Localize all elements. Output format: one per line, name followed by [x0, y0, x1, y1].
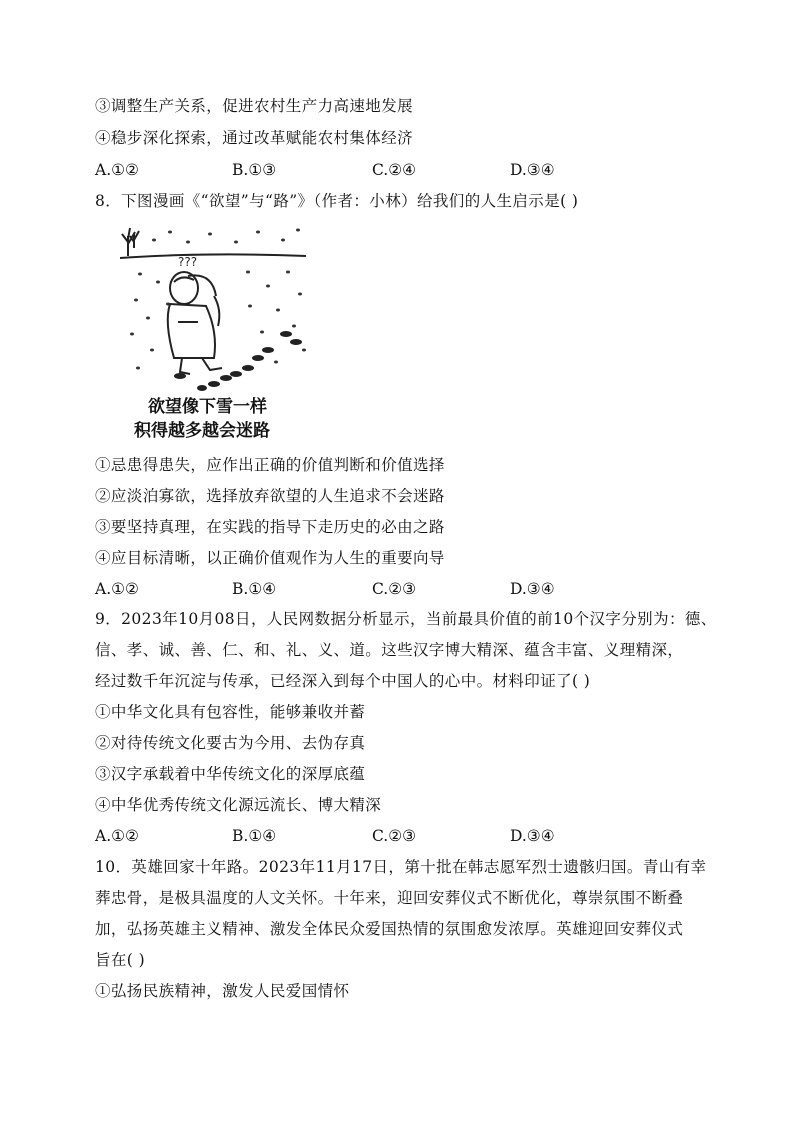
question-marks: ???: [178, 255, 198, 269]
q8-statement-4: ④应目标清晰，以正确价值观作为人生的重要向导: [95, 549, 445, 567]
cartoon-caption-line1: 欲望像下雪一样: [148, 397, 267, 417]
snowflakes: [130, 229, 306, 370]
q8-option-a[interactable]: A.①②: [95, 580, 139, 598]
q7-option-d[interactable]: D.③④: [510, 161, 555, 179]
q8-statement-3: ③要坚持真理，在实践的指导下走历史的必由之路: [95, 518, 445, 536]
q10-stem-line1: 10．英雄回家十年路。2023年11月17日，第十批在韩志愿军烈士遗骸归国。青山有幸: [95, 858, 707, 876]
q8-option-d[interactable]: D.③④: [510, 580, 555, 598]
cartoon-drawing: [118, 222, 310, 444]
q8-options: [95, 578, 655, 600]
q9-option-b[interactable]: B.①④: [232, 827, 277, 845]
q9-stem-line1: 9．2023年10月08日，人民网数据分析显示，当前最具价值的前10个汉字分别为：德、: [95, 610, 717, 628]
q10-stem-line3: 加，弘扬英雄主义精神、激发全体民众爱国热情的氛围愈发浓厚。英雄迎回安葬仪式: [95, 920, 684, 938]
confused-person-icon: [168, 272, 222, 374]
q7-option-a[interactable]: A.①②: [95, 161, 139, 179]
q9-statement-1: ①中华文化具有包容性，能够兼收并蓄: [95, 703, 366, 721]
tree-icon: [122, 228, 139, 256]
q9-option-d[interactable]: D.③④: [510, 827, 555, 845]
q9-option-c[interactable]: C.②③: [372, 827, 417, 845]
q9-statement-3: ③汉字承载着中华传统文化的深厚底蕴: [95, 765, 366, 783]
q7-statement-4: ④稳步深化探索，通过改革赋能农村集体经济: [95, 129, 414, 147]
q9-option-a[interactable]: A.①②: [95, 827, 139, 845]
q9-stem-line2: 信、孝、诚、善、仁、和、礼、义、道。这些汉字博大精深、蕴含丰富、义理精深，: [95, 641, 684, 659]
cartoon-caption-line2: 积得越多越会迷路: [134, 421, 270, 441]
q10-statement-1: ①弘扬民族精神，激发人民爱国情怀: [95, 982, 350, 1000]
q7-option-c[interactable]: C.②④: [372, 161, 417, 179]
desire-and-road-cartoon: [118, 222, 310, 444]
q7-options: [95, 159, 655, 181]
q10-stem-line4: 旨在( ): [95, 951, 146, 969]
q9-options: [95, 825, 655, 847]
q9-statement-4: ④中华优秀传统文化源远流长、博大精深: [95, 796, 382, 814]
q7-option-b[interactable]: B.①③: [232, 161, 277, 179]
q9-stem-line3: 经过数千年沉淀与传承，已经深入到每个中国人的心中。材料印证了( ): [95, 672, 591, 690]
q7-statement-3: ③调整生产关系，促进农村生产力高速地发展: [95, 97, 414, 115]
q8-option-c[interactable]: C.②③: [372, 580, 417, 598]
q8-option-b[interactable]: B.①④: [232, 580, 277, 598]
q8-statement-1: ①忌患得患失，应作出正确的价值判断和价值选择: [95, 456, 445, 474]
q10-stem-line2: 葬忠骨，是极具温度的人文关怀。十年来，迎回安葬仪式不断优化，尊崇氛围不断叠: [95, 889, 684, 907]
q9-statement-2: ②对待传统文化要古为今用、去伪存真: [95, 734, 366, 752]
q8-statement-2: ②应淡泊寡欲，选择放弃欲望的人生追求不会迷路: [95, 487, 445, 505]
q8-stem: 8．下图漫画《“欲望”与“路”》（作者：小林）给我们的人生启示是( ): [95, 192, 579, 210]
